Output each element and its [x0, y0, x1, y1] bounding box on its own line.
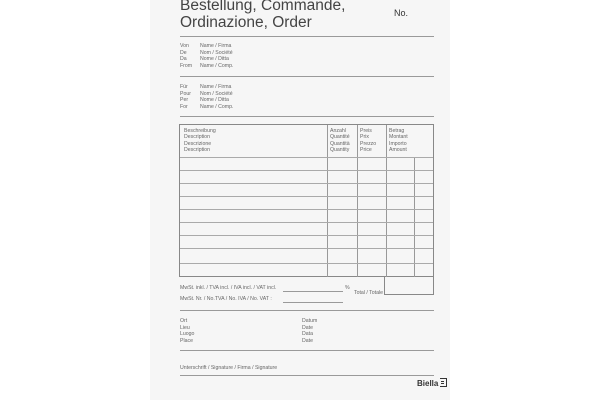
- form-title-line-2: Ordinazione, Order: [180, 14, 312, 31]
- place-labels: [180, 318, 194, 344]
- table-row[interactable]: [180, 196, 433, 197]
- from-value: Nom / Société: [200, 49, 233, 56]
- header-text: Montant: [389, 134, 408, 141]
- place-label: Place: [180, 337, 193, 344]
- from-labels: [180, 43, 192, 69]
- to-value: Name / Comp.: [200, 103, 234, 110]
- from-label: Von: [180, 43, 189, 49]
- header-quantity: [330, 128, 350, 154]
- from-label: From: [180, 62, 193, 69]
- to-value: Name / Firma: [200, 84, 232, 90]
- header-price: [360, 128, 376, 154]
- vat-percent-field[interactable]: [283, 291, 343, 292]
- form-title-line-1: Bestellung, Commande,: [180, 0, 346, 14]
- header-text: Quantity: [330, 147, 350, 154]
- header-text: Description: [184, 147, 210, 154]
- header-description: [184, 128, 216, 154]
- column-divider: [386, 125, 387, 277]
- from-label: De: [180, 49, 187, 56]
- to-label: Pour: [180, 90, 191, 97]
- table-row[interactable]: [180, 209, 433, 210]
- vat-included-label: MwSt. inkl. / TVA incl. / IVA incl. / VAT incl.: [180, 285, 277, 291]
- form-title: [180, 0, 345, 31]
- place-label: Ort: [180, 318, 188, 324]
- signature-label: Unterschrift / Signature / Firma / Signature: [180, 365, 278, 371]
- date-label: Date: [302, 324, 313, 331]
- to-values: [200, 84, 233, 110]
- table-row[interactable]: [180, 248, 433, 249]
- table-row[interactable]: [180, 183, 433, 184]
- order-number-label: No.: [394, 8, 409, 18]
- header-text: Quantità: [330, 140, 350, 147]
- column-divider: [357, 125, 358, 277]
- to-label: For: [180, 103, 188, 110]
- brand-mark-icon: [440, 378, 447, 387]
- cents-divider: [414, 157, 415, 277]
- from-label: Da: [180, 56, 187, 63]
- total-label: Total / Totale: [354, 290, 384, 296]
- brand-logo: [417, 378, 447, 388]
- header-text: Price: [360, 147, 372, 154]
- header-text: Beschreibung: [184, 128, 216, 134]
- brand-name: Biella: [417, 379, 439, 388]
- vat-number-label: MwSt. Nr. / No.TVA / No. IVA / No. VAT :: [180, 296, 272, 302]
- order-items-table: [179, 124, 434, 277]
- from-value: Name / Firma: [200, 43, 232, 49]
- to-field-line[interactable]: [180, 116, 434, 117]
- date-label: Data: [302, 331, 313, 338]
- to-value: Nom / Société: [200, 90, 233, 97]
- date-label: Datum: [302, 318, 318, 324]
- header-text: Descrizione: [184, 140, 212, 147]
- header-text: Quantité: [330, 134, 350, 141]
- column-divider: [327, 125, 328, 277]
- total-amount-box[interactable]: [384, 277, 434, 295]
- place-label: Luogo: [180, 331, 195, 338]
- from-value: Name / Comp.: [200, 62, 234, 69]
- table-row[interactable]: [180, 222, 433, 223]
- from-value: Nome / Ditta: [200, 56, 229, 63]
- table-row[interactable]: [180, 157, 433, 158]
- header-text: Description: [184, 134, 210, 141]
- divider: [180, 36, 434, 37]
- table-row[interactable]: [180, 170, 433, 171]
- header-text: Prezzo: [360, 140, 377, 147]
- place-date-field-line[interactable]: [180, 350, 434, 351]
- from-field-line[interactable]: [180, 76, 434, 77]
- table-row[interactable]: [180, 235, 433, 236]
- divider: [180, 310, 434, 311]
- place-label: Lieu: [180, 324, 190, 331]
- to-labels: [180, 84, 191, 110]
- vat-number-field[interactable]: [283, 302, 343, 303]
- to-value: Nome / Ditta: [200, 97, 229, 104]
- header-text: Betrag: [389, 128, 405, 134]
- date-label: Date: [302, 337, 313, 344]
- header-amount: [389, 128, 408, 154]
- table-row[interactable]: [180, 263, 433, 264]
- percent-sign: %: [345, 285, 350, 291]
- header-text: Prix: [360, 134, 369, 141]
- header-text: Importo: [389, 140, 407, 147]
- signature-field-line[interactable]: [180, 375, 434, 376]
- date-labels: [302, 318, 317, 344]
- order-form-sheet: [150, 0, 450, 400]
- to-label: Per: [180, 97, 189, 104]
- to-label: Für: [180, 84, 188, 90]
- from-values: [200, 43, 233, 69]
- header-text: Anzahl: [330, 128, 346, 134]
- header-text: Amount: [389, 147, 407, 154]
- header-text: Preis: [360, 128, 372, 134]
